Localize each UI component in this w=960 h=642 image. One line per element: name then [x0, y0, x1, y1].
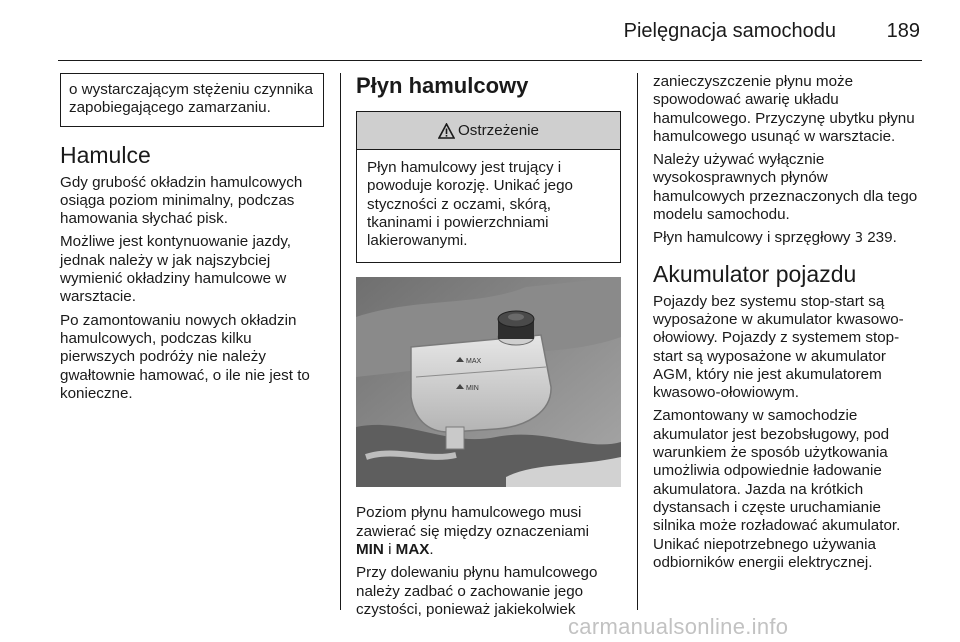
header-title: Pielęgnacja samochodu [623, 20, 836, 42]
warning-text: Płyn hamulcowy jest trujący i powoduje korozję. Unikać jego styczności z oczami, skórą, tkaninami i powierzchniami lakierowanymi. [367, 159, 573, 250]
warning-header [357, 112, 620, 150]
paragraph: Po zamontowaniu nowych okładzin hamulcowych, podczas kilku pierwszych podróży nie należy gwałtownie hamować, o ile nie jest to konieczne. [60, 311, 310, 402]
warning-triangle-icon [438, 123, 455, 139]
watermark: carmanualsonline.info [568, 614, 789, 639]
left-column [60, 73, 324, 408]
page-header [58, 14, 922, 61]
text-run: i [383, 541, 396, 559]
column-divider-right [637, 73, 638, 610]
paragraph: Pojazdy bez systemu stop-start są wyposażone w akumulator kwasowo-ołowiowy. Pojazdy z systemem stop-start są wyposażone w akumulator AGM, który nie jest akumulatorem kwasowo-ołowiowym. [653, 292, 904, 402]
right-column [653, 73, 923, 577]
cross-reference [653, 229, 923, 248]
section-title-akumulator: Akumulator pojazdu [653, 260, 857, 287]
paragraph: zanieczyszczenie płynu może spowodować awarię układu hamulcowego. Przyczynę ubytku płynu hamulcowego usunąć w warsztacie. [653, 73, 915, 145]
section-title-plyn-hamulcowy: Płyn hamulcowy [356, 73, 529, 98]
paragraph-levels [356, 504, 621, 559]
warning-box [356, 111, 621, 263]
continued-note-box: o wystarczającym stężeniu czynnika zapobiegającego zamarzaniu. [60, 73, 324, 127]
brake-fluid-reservoir-photo [356, 277, 621, 487]
paragraph: Gdy grubość okładzin hamulcowych osiąga poziom minimalny, podczas hamowania słychać pisk. [60, 173, 303, 228]
arrow-reference-icon: 3 [854, 231, 864, 247]
page-number: 189 [886, 20, 920, 42]
text-run: Płyn hamulcowy i sprzęgłowy [653, 229, 855, 247]
paragraph: Przy dolewaniu płynu hamulcowego należy zadbać o zachowanie jego czystości, ponieważ jakiekolwiek [356, 564, 598, 618]
min-mark: MIN [466, 385, 479, 393]
text-run: . [429, 541, 434, 559]
section-title-hamulce: Hamulce [60, 141, 151, 168]
paragraph: Należy używać wyłącznie wysokosprawnych płynów hamulcowych przeznaczonych dla tego modelu samochodu. [653, 151, 918, 224]
middle-column [356, 73, 621, 624]
max-mark: MAX [466, 358, 482, 366]
max-label: MAX [395, 541, 430, 559]
column-divider-left [340, 73, 341, 610]
text-run: Poziom płynu hamulcowego musi zawierać się między oznaczeniami [356, 504, 589, 540]
paragraph: Możliwe jest kontynuowanie jazdy, jednak należy w jak najszybciej wymienić okładziny hamulcowe w warsztacie. [60, 233, 292, 306]
min-label: MIN [356, 541, 384, 559]
paragraph: Zamontowany w samochodzie akumulator jest bezobsługowy, pod warunkiem że sposób użytkowania umożliwia odpowiednie ładowanie akumulatora. Jazda na krótkich dystansach i częste uruchamianie silnika może rozładować akumulator. Unikać niepotrzebnego używania odbiorników energii elektrycznej. [653, 407, 901, 571]
page-reference: 239. [863, 229, 897, 247]
warning-heading: Ostrzeżenie [457, 122, 540, 139]
